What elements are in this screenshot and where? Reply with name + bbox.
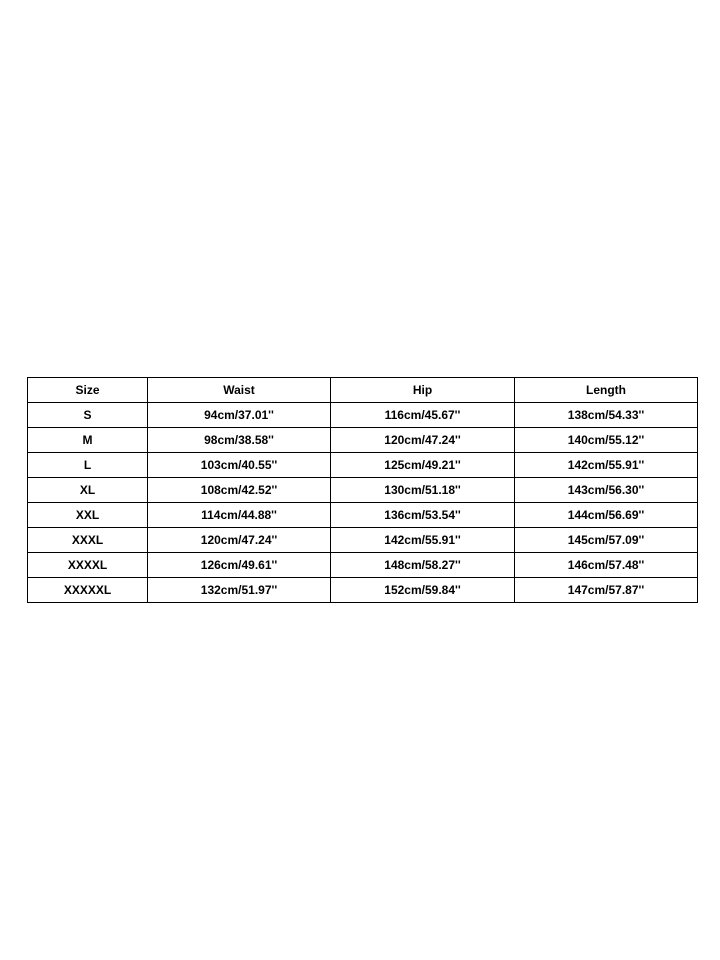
header-size: Size: [28, 378, 148, 403]
cell-hip: 136cm/53.54'': [331, 503, 515, 528]
cell-length: 140cm/55.12'': [515, 428, 698, 453]
table-row: [28, 478, 698, 503]
table-row: [28, 403, 698, 428]
size-chart-body: [28, 403, 698, 603]
cell-waist: 120cm/47.24'': [148, 528, 331, 553]
cell-length: 146cm/57.48'': [515, 553, 698, 578]
cell-waist: 126cm/49.61'': [148, 553, 331, 578]
cell-hip: 152cm/59.84'': [331, 578, 515, 603]
cell-hip: 116cm/45.67'': [331, 403, 515, 428]
table-row: [28, 453, 698, 478]
cell-size: XXXXL: [28, 553, 148, 578]
cell-waist: 94cm/37.01'': [148, 403, 331, 428]
cell-length: 144cm/56.69'': [515, 503, 698, 528]
table-row: [28, 503, 698, 528]
cell-waist: 98cm/38.58'': [148, 428, 331, 453]
cell-length: 142cm/55.91'': [515, 453, 698, 478]
cell-size: XL: [28, 478, 148, 503]
table-row: [28, 428, 698, 453]
header-row: [28, 378, 698, 403]
size-chart-table: [27, 377, 698, 603]
cell-waist: 108cm/42.52'': [148, 478, 331, 503]
header-hip: Hip: [331, 378, 515, 403]
table-row: [28, 553, 698, 578]
cell-hip: 130cm/51.18'': [331, 478, 515, 503]
cell-length: 147cm/57.87'': [515, 578, 698, 603]
cell-length: 145cm/57.09'': [515, 528, 698, 553]
size-chart-header: [28, 378, 698, 403]
cell-size: XXXXXL: [28, 578, 148, 603]
table-row: [28, 578, 698, 603]
cell-hip: 125cm/49.21'': [331, 453, 515, 478]
cell-size: XXXL: [28, 528, 148, 553]
cell-length: 138cm/54.33'': [515, 403, 698, 428]
table-row: [28, 528, 698, 553]
cell-hip: 142cm/55.91'': [331, 528, 515, 553]
cell-size: XXL: [28, 503, 148, 528]
cell-size: L: [28, 453, 148, 478]
cell-waist: 103cm/40.55'': [148, 453, 331, 478]
header-waist: Waist: [148, 378, 331, 403]
header-length: Length: [515, 378, 698, 403]
cell-waist: 114cm/44.88'': [148, 503, 331, 528]
cell-size: M: [28, 428, 148, 453]
cell-size: S: [28, 403, 148, 428]
cell-length: 143cm/56.30'': [515, 478, 698, 503]
cell-hip: 120cm/47.24'': [331, 428, 515, 453]
cell-hip: 148cm/58.27'': [331, 553, 515, 578]
cell-waist: 132cm/51.97'': [148, 578, 331, 603]
